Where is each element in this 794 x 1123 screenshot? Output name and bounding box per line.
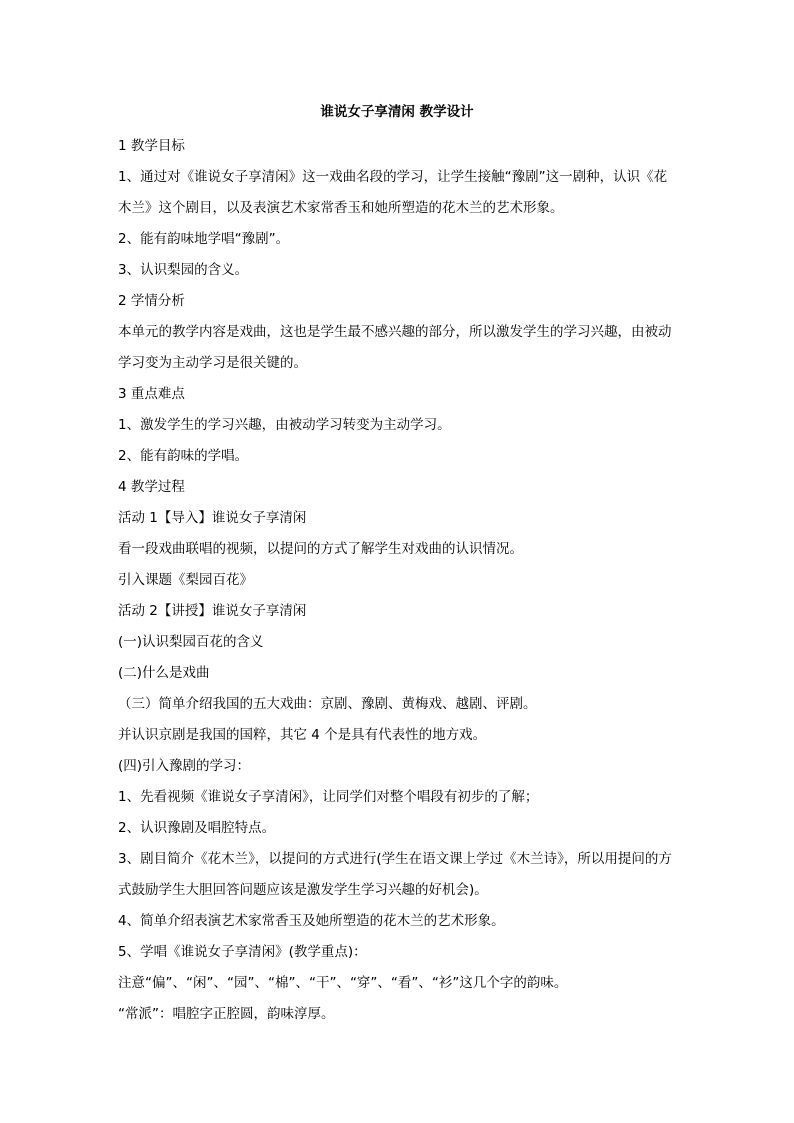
step-4-item-4: 4、简单介绍表演艺术家常香玉及她所塑造的花木兰的艺术形象。 [118,913,505,929]
step-1: (一)认识梨园百花的含义 [118,634,264,650]
step-4-item-5: 5、学唱《谁说女子享清闲》(教学重点)： [118,944,367,960]
step-3: （三）简单介绍我国的五大戏曲：京剧、豫剧、黄梅戏、越剧、评剧。 [118,696,537,712]
goal-item-1: 1、通过对《谁说女子享清闲》这一戏曲名段的学习，让学生接触“豫剧”这一剧种，认识《花木兰》这个剧目，以及表演艺术家常香玉和她所塑造的花木兰的艺术形象。 [118,169,668,216]
student-analysis-text: 本单元的教学内容是戏曲，这也是学生最不感兴趣的部分，所以激发学生的学习兴趣，由被动学习变为主动学习是很关键的。 [118,324,672,371]
key-point-1: 1、激发学生的学习兴趣，由被动学习转变为主动学习。 [118,417,451,433]
heading-key-points: 3 重点难点 [118,386,185,402]
goal-item-3: 3、认识梨园的含义。 [118,262,249,278]
step-2: (二)什么是戏曲 [118,665,210,681]
heading-teaching-process: 4 教学过程 [118,479,185,495]
step-3-note: 并认识京剧是我国的国粹，其它 4 个是具有代表性的地方戏。 [118,727,487,743]
activity-2-title: 活动 2【讲授】谁说女子享清闲 [118,603,307,619]
heading-teaching-goals: 1 教学目标 [118,138,185,154]
heading-student-analysis: 2 学情分析 [118,293,185,309]
key-point-2: 2、能有韵味的学唱。 [118,448,249,464]
document-body [118,131,680,1030]
step-4-item-3: 3、剧目简介《花木兰》，以提问的方式进行(学生在语文课上学过《木兰诗》，所以用提问的方式鼓励学生大胆回答问题应该是激发学生学习兴趣的好机会)。 [118,851,672,898]
goal-item-2: 2、能有韵味地学唱“豫剧”。 [118,231,290,247]
step-4: (四)引入豫剧的学习： [118,758,251,774]
step-4-item-1: 1、先看视频《谁说女子享清闲》，让同学们对整个唱段有初步的了解； [118,789,539,805]
pronunciation-note: 注意“偏”、“闲”、“园”、“棉”、“干”、“穿”、“看”、“衫”这几个字的韵味。 [118,975,568,991]
activity-1-text: 看一段戏曲联唱的视频，以提问的方式了解学生对戏曲的认识情况。 [118,541,523,557]
activity-1-topic: 引入课题《梨园百花》 [118,572,253,588]
chang-school-note: “常派”：唱腔字正腔圆，韵味淳厚。 [118,1006,335,1022]
document-title: 谁说女子享清闲 教学设计 [320,104,474,120]
activity-1-title: 活动 1【导入】谁说女子享清闲 [118,510,307,526]
step-4-item-2: 2、认识豫剧及唱腔特点。 [118,820,276,836]
